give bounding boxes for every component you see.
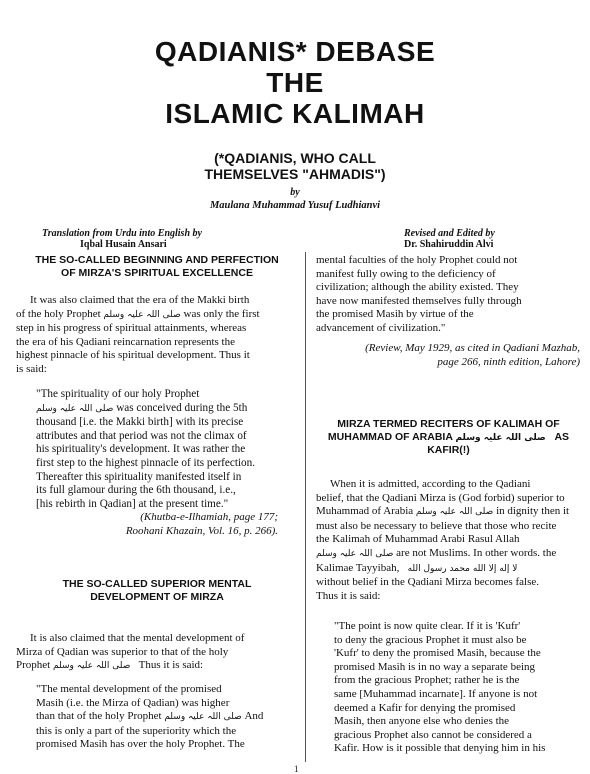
title-line-2: THE xyxy=(266,67,324,98)
page-mark: 1 xyxy=(294,764,299,774)
right-paragraph-0: mental faculties of the holy Prophet could not manifest fully owing to the deficiency of civilization; although the ability existed. They have now manifested themselves fully through the promised Masih by virtue of the advancement of civilization." xyxy=(316,254,522,334)
left-paragraph-2: It is also claimed that the mental development of Mirza of Qadian was superior to that of the holy Prophet صلی اللہ علیہ وسلم Thus it is said: xyxy=(16,632,245,672)
revision-credit: Revised and Edited by Dr. Shahiruddin Alvi xyxy=(404,228,495,250)
salutation-arabic: صلی اللہ علیہ وسلم xyxy=(103,309,181,320)
left-citation-1: (Khutba-e-Ilhamiah, page 177; Roohani Khazain, Vol. 16, p. 266). xyxy=(125,511,278,537)
right-quote: "The point is now quite clear. If it is 'Kufr' to deny the gracious Prophet it must also be 'Kufr' to deny the promised Masih, because the promised Masih is in no way a separate being from the gracious Prophet; rather he is the same [Muhammad incarnate]. If anyone is not deemed a Kafir for denying the promised Masih, then anyone else who denies the gracious Prophet also cannot be considered a Kafir. How is it possible that denying him in his xyxy=(334,620,546,755)
salutation-arabic: صلی اللہ علیہ وسلم xyxy=(164,712,242,723)
title-line-1: QADIANIS* DEBASE xyxy=(154,36,436,67)
salutation-arabic: صلی اللہ علیہ وسلم xyxy=(415,507,494,518)
left-heading-1: THE SO-CALLED BEGINNING AND PERFECTION OF MIRZA'S SPIRITUAL EXCELLENCE xyxy=(35,254,279,279)
left-heading-2: THE SO-CALLED SUPERIOR MENTAL DEVELOPMENT OF MIRZA xyxy=(62,578,252,603)
subtitle-line-1: (*QADIANIS, WHO CALL xyxy=(214,150,376,166)
salutation-arabic: صلی اللہ علیہ وسلم xyxy=(455,432,546,443)
translation-credit: Translation from Urdu into English by Iqbal Husain Ansari xyxy=(42,228,202,250)
left-quote-1: "The spirituality of our holy Prophet صلی اللہ علیہ وسلم was conceived during the 5th thousand [i.e. the Makki birth] with its precise attributes and that period was not the climax of his spirituality's development. It was rather the first step to the highest pinnacle of its perfection. Thereafter this spirituality manifested itself in its full glamour during the 6th thousand, i.e., [his rebirth in Qadian] at the present time." xyxy=(36,388,256,510)
left-paragraph-1: It was also claimed that the era of the Makki birth of the holy Prophet صلی اللہ علیہ وسلم was only the first step in his progress of spiritual attainments, whereas the era of his Qadiani reincarnation represents the highest pinnacle of his spiritual development. Thus it is said: xyxy=(16,294,260,375)
title-line-3: ISLAMIC KALIMAH xyxy=(165,98,425,129)
salutation-arabic: صلی اللہ علیہ وسلم xyxy=(52,661,131,672)
column-divider xyxy=(305,252,306,762)
salutation-arabic: صلی اللہ علیہ وسلم xyxy=(316,548,394,559)
subtitle-line-2: THEMSELVES "AHMADIS") xyxy=(204,166,386,182)
page-title xyxy=(0,36,590,129)
right-citation-0: (Review, May 1929, as cited in Qadiani Mazhab, page 266, ninth edition, Lahore) xyxy=(365,342,580,368)
salutation-arabic: صلی اللہ علیہ وسلم xyxy=(36,403,114,414)
right-heading: MIRZA TERMED RECITERS OF KALIMAH OF MUHAMMAD OF ARABIA صلی اللہ علیہ وسلم AS KAFIR(!) xyxy=(327,418,570,456)
byline: by xyxy=(290,187,300,198)
author-name: Maulana Muhammad Yusuf Ludhianvi xyxy=(209,200,381,211)
left-quote-2: "The mental development of the promised Masih (i.e. the Mirza of Qadian) was higher than that of the holy Prophet صلی اللہ علیہ وسلم And this is only a part of the superiority which the promised Masih has over the holy Prophet. The xyxy=(36,683,264,751)
right-paragraph-1: When it is admitted, according to the Qadiani belief, that the Qadiani Mirza is (God forbid) superior to Muhammad of Arabia صلی اللہ علیہ وسلم in dignity then it must also be necessary to believe that those who recite the Kalimah of Muhammad Arabi Rasul Allah صلی اللہ علیہ وسلم are not Muslims. In other words. the Kalimae Tayyibah, لا إله إلا الله محمد رسول الله without belief in the Qadiani Mirza becomes false. Thus it is said: xyxy=(316,478,570,602)
subtitle xyxy=(0,150,590,182)
kalimah-arabic: لا إله إلا الله محمد رسول الله xyxy=(407,563,518,574)
